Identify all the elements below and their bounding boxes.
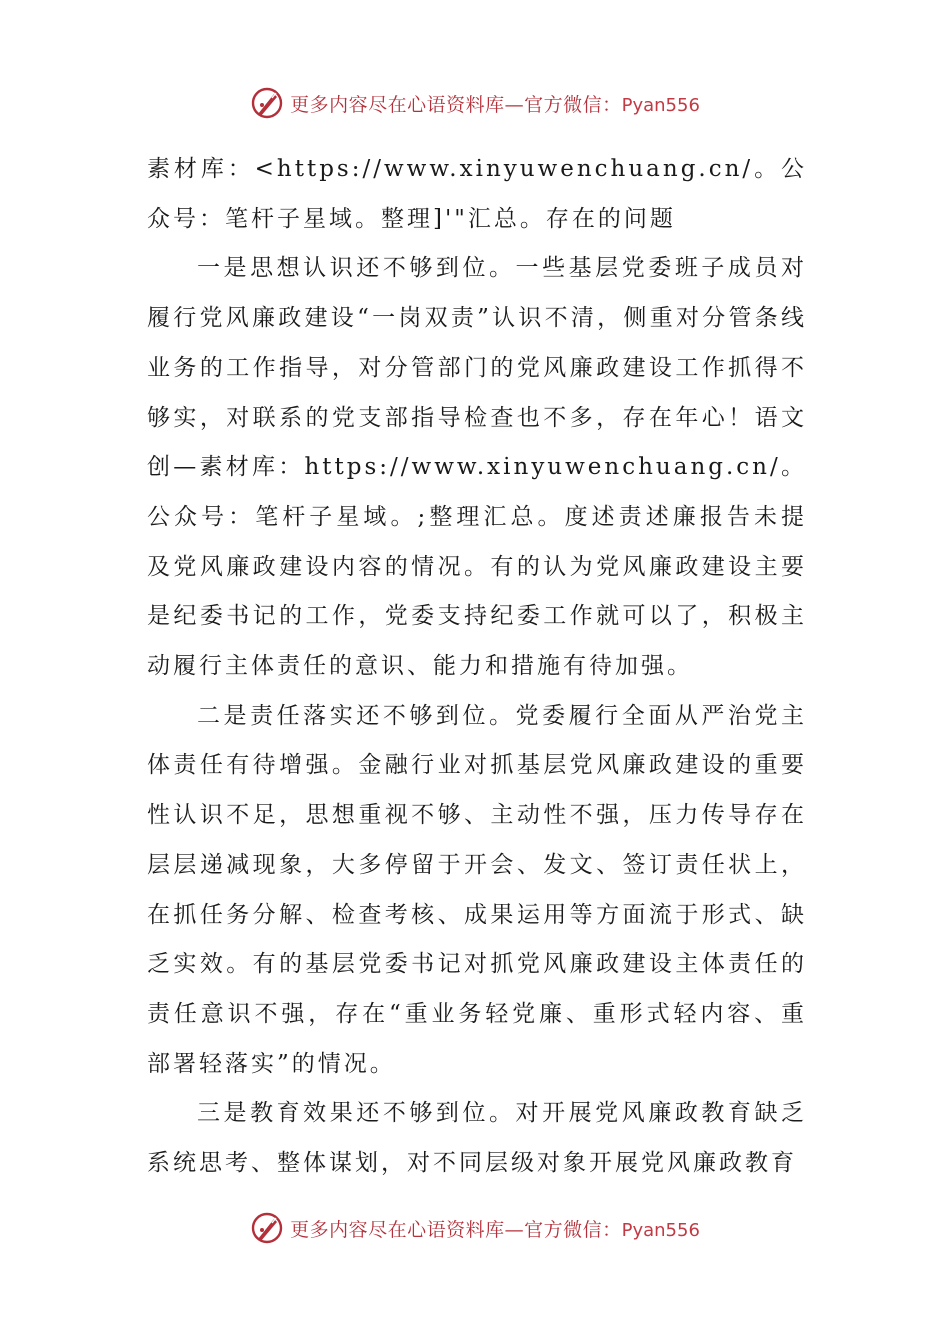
footer-watermark-banner bbox=[0, 1203, 950, 1253]
banner-wechat-id: Pyan556 bbox=[621, 1219, 700, 1241]
paragraph-point-two: 二是责任落实还不够到位。党委履行全面从严治党主体责任有待增强。金融行业对抓基层党风廉政建设的重要性认识不足，思想重视不够、主动性不强，压力传导存在层层递减现象，大多停留于开会、发文、签订责任状上，在抓任务分解、检查考核、成果运用等方面流于形式、缺乏实效。有的基层党委书记对抓党风廉政建设主体责任的责任意识不强，存在“重业务轻党廉、重形式轻内容、重部署轻落实”的情况。 bbox=[147, 702, 807, 1077]
paragraph-point-one: 一是思想认识还不够到位。一些基层党委班子成员对履行党风廉政建设“一岗双责”认识不清，侧重对分管条线业务的工作指导，对分管部门的党风廉政建设工作抓得不够实，对联系的党支部指导检查也不多，存在年心！语文创—素材库：https://www.xinyuwenchuang.cn/。公众号：笔杆子星域。;整理汇总。度述责述廉报告未提及党风廉政建设内容的情况。有的认为党风廉政建设主要是纪委书记的工作，党委支持纪委工作就可以了，积极主动履行主体责任的意识、能力和措施有待加强。 bbox=[147, 255, 807, 680]
banner-dash: — bbox=[504, 1218, 525, 1241]
document-body bbox=[147, 145, 807, 1189]
banner-suffix: 官方微信： bbox=[524, 93, 622, 116]
banner-wechat-id: Pyan556 bbox=[621, 94, 700, 116]
header-watermark-banner bbox=[0, 78, 950, 128]
banner-main-text: 更多内容尽在心语资料库 bbox=[290, 93, 505, 116]
paragraph-continuation: 素材库：<https://www.xinyuwenchuang.cn/。公众号：笔杆子星域。整理]'"汇总。存在的问题 bbox=[147, 156, 807, 232]
banner-text bbox=[290, 90, 700, 117]
banner-main-text: 更多内容尽在心语资料库 bbox=[290, 1218, 505, 1241]
banner-dash: — bbox=[504, 93, 525, 116]
banner-suffix: 官方微信： bbox=[524, 1218, 622, 1241]
paragraph-point-three: 三是教育效果还不够到位。对开展党风廉政教育缺乏系统思考、整体谋划，对不同层级对象开展党风廉政教育 bbox=[147, 1100, 807, 1177]
banner-text bbox=[290, 1215, 700, 1242]
quill-pen-seal-icon bbox=[250, 1211, 284, 1245]
quill-pen-seal-icon bbox=[250, 86, 284, 120]
